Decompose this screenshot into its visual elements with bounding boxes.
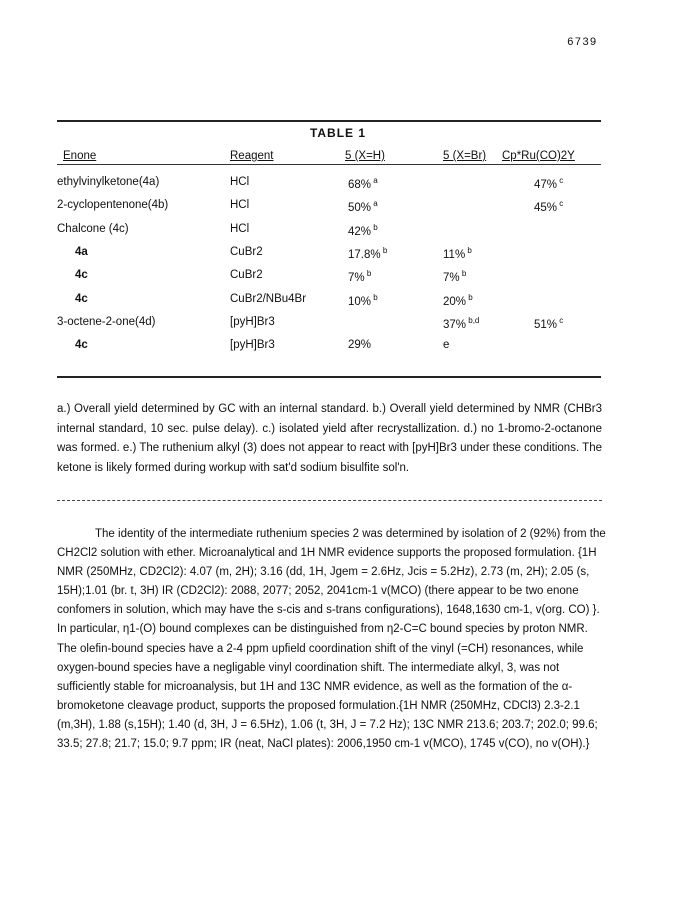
cell-x-br: e bbox=[443, 339, 450, 352]
cell-reagent: HCl bbox=[230, 199, 250, 212]
footnote-marker: b bbox=[466, 292, 473, 302]
cell-x-br: 7% $^b$ bbox=[443, 269, 467, 285]
footnote-marker: b bbox=[465, 245, 472, 255]
cell-reagent: CuBr2/NBu4Br bbox=[230, 292, 307, 305]
footnote-marker: a bbox=[371, 176, 378, 185]
footnote-separator bbox=[57, 500, 602, 501]
cell-x-br: 11% $^b$ bbox=[443, 245, 472, 261]
footnote-marker: b bbox=[380, 245, 388, 255]
cell-x-h: 29% bbox=[348, 339, 372, 352]
footnote-marker: b,d bbox=[466, 315, 480, 325]
footnote-marker: b bbox=[371, 222, 378, 232]
cell-enone: 2-cyclopentenone(4b) bbox=[57, 199, 169, 212]
cell-reagent: [pyH]Br3 bbox=[230, 339, 275, 352]
cell-enone: 4c bbox=[75, 292, 88, 305]
cell-reagent: [pyH]Br3 bbox=[230, 315, 275, 328]
cell-x-h: 50% $^a$ bbox=[348, 199, 378, 215]
cell-x-h: 68% $^a$ bbox=[348, 176, 378, 191]
cell-reagent: HCl bbox=[230, 176, 250, 188]
cell-x-h: 7% $^b$ bbox=[348, 269, 372, 285]
header-cp: Cp*Ru(CO)2Y bbox=[502, 150, 575, 162]
footnote-marker: c bbox=[557, 176, 564, 185]
cell-enone: 4c bbox=[75, 339, 88, 352]
footnote-marker: b bbox=[371, 292, 378, 302]
body-text bbox=[57, 525, 607, 754]
cell-x-h: 10% $^b$ bbox=[348, 292, 378, 308]
cell-reagent: CuBr2 bbox=[230, 245, 263, 258]
footnote-marker: b bbox=[459, 269, 467, 279]
cell-reagent: CuBr2 bbox=[230, 269, 263, 282]
page-number: 6739 bbox=[567, 37, 598, 49]
cell-x-h: 42% $^b$ bbox=[348, 222, 378, 238]
table-bottom-rule bbox=[57, 376, 601, 378]
footnote-marker: a bbox=[371, 199, 378, 209]
header-x-br: 5 (X=Br) bbox=[443, 150, 487, 162]
footnote-marker: b bbox=[364, 269, 372, 279]
cell-x-br: 37% $^{b,d}$ bbox=[443, 315, 480, 331]
cell-cp: 47% $^c$ bbox=[534, 176, 564, 191]
footnote-marker: c bbox=[557, 315, 564, 325]
header-enone: Enone bbox=[63, 150, 97, 162]
cell-x-br: 20% $^b$ bbox=[443, 292, 473, 308]
cell-enone: 4c bbox=[75, 269, 88, 282]
header-underline bbox=[57, 164, 601, 165]
cell-enone: ethylvinylketone(4a) bbox=[57, 176, 160, 188]
body-paragraph: The identity of the intermediate ruthenium species 2 was determined by isolation of 2 (92%) from the CH2Cl2 solution with ether. Microanalytical and 1H NMR evidence supports the proposed formulation. {1H NMR (250MHz, CD2Cl2): 4.07 (m, 2H); 3.16 (dd, 1H, Jgem = 2.6Hz, Jcis = 5.2Hz), 2.73 (m, 2H); 2.05 (s, 15H);1.01 (br. t, 3H) IR (CD2Cl2): 2088, 2077; 2052, 2041cm-1 v(MCO) (there appear to be two enone confomers in solution, which may have the s-cis and s-trans configurations), 1648,1630 cm-1, v(org. CO) }. In particular, η1-(O) bound complexes can be distinguished from η2-C=C bound species by proton NMR. The olefin-bound species have a 2-4 ppm upfield coordination shift of the vinyl (=CH) resonances, while oxygen-bound species have a negligable vinyl coordination shift. The intermediate alkyl, 3, was not sufficiently stable for microanalysis, but 1H and 13C NMR evidence, as well as the formation of the α-bromoketone cleavage product, supports the proposed formulation.{1H NMR (250MHz, CDCl3) 2.3-2.1 (m,3H), 1.88 (s,15H); 1.40 (d, 3H, J = 6.5Hz), 1.06 (t, 3H, J = 7.2 Hz); 13C NMR 213.6; 203.7; 202.0; 99.6; 33.5; 27.8; 21.7; 15.0; 9.7 ppm; IR (neat, NaCl plates): 2006,1950 cm-1 v(MCO), 1745 v(CO), no v(OH).} bbox=[57, 528, 606, 751]
table-top-rule bbox=[57, 120, 601, 122]
header-x-h: 5 (X=H) bbox=[345, 150, 385, 162]
table-title: TABLE 1 bbox=[309, 126, 367, 140]
cell-enone: Chalcone (4c) bbox=[57, 222, 129, 235]
footnote-marker: c bbox=[557, 199, 564, 209]
cell-cp: 51% $^c$ bbox=[534, 315, 564, 331]
table-footnotes: a.) Overall yield determined by GC with an internal standard. b.) Overall yield determined by NMR (CHBr3 internal standard, 10 sec. pulse delay). c.) isolated yield after recrystallization. d.) no 1-bromo-2-octanone was formed. e.) The ruthenium alkyl (3) does not appear to react with [pyH]Br3 under these conditions. The ketone is likely formed during workup with sat'd sodium bisulfite sol'n. bbox=[57, 403, 602, 474]
cell-enone: 4a bbox=[75, 245, 88, 258]
header-reagent: Reagent bbox=[230, 150, 274, 162]
cell-cp: 45% $^c$ bbox=[534, 199, 564, 215]
cell-x-h: 17.8% $^b$ bbox=[348, 245, 388, 261]
cell-enone: 3-octene-2-one(4d) bbox=[57, 315, 156, 328]
cell-reagent: HCl bbox=[230, 222, 250, 235]
